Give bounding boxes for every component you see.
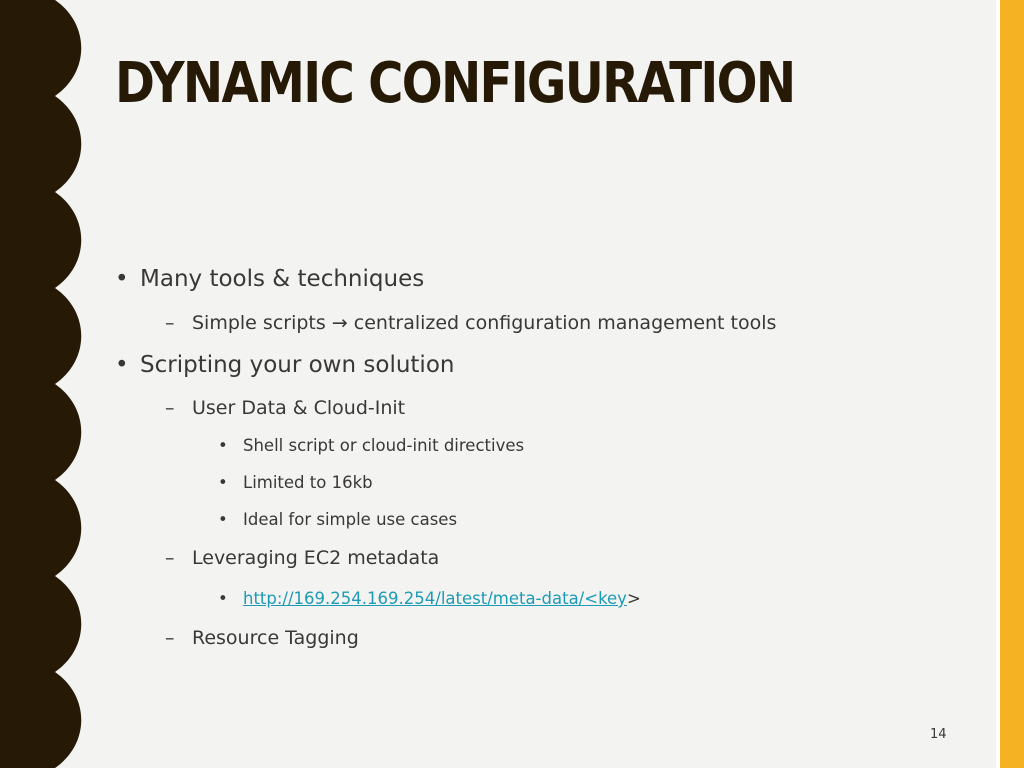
bullet-marker: • bbox=[115, 266, 129, 292]
list-item-text: Resource Tagging bbox=[192, 627, 359, 649]
slide-title: DYNAMIC CONFIGURATION bbox=[115, 51, 795, 116]
list-item-text: Leveraging EC2 metadata bbox=[192, 547, 440, 569]
url-suffix: > bbox=[626, 589, 641, 608]
metadata-url-link[interactable]: http://169.254.169.254/latest/meta-data/<key bbox=[243, 589, 627, 608]
right-accent-bar bbox=[1000, 0, 1024, 768]
dash-marker: – bbox=[165, 627, 175, 649]
list-item-text: User Data & Cloud-Init bbox=[192, 397, 406, 419]
bullet-marker: • bbox=[115, 352, 129, 378]
wavy-sidebar-decoration bbox=[0, 0, 90, 768]
list-item-text: Ideal for simple use cases bbox=[243, 510, 458, 529]
bullet-marker: • bbox=[218, 510, 228, 529]
list-item-text: Shell script or cloud-init directives bbox=[243, 436, 525, 455]
dash-marker: – bbox=[165, 397, 175, 419]
bullet-marker: • bbox=[218, 589, 228, 608]
bullet-marker: • bbox=[218, 473, 228, 492]
list-item-text: Simple scripts → centralized configuration management tools bbox=[192, 312, 777, 334]
list-item-text bbox=[243, 588, 641, 610]
list-item-text: Many tools & techniques bbox=[140, 266, 425, 292]
dash-marker: – bbox=[165, 547, 175, 569]
list-item-text: Scripting your own solution bbox=[140, 352, 455, 378]
page-number: 14 bbox=[930, 727, 947, 742]
bullet-marker: • bbox=[218, 436, 228, 455]
list-item-text: Limited to 16kb bbox=[243, 473, 373, 492]
dash-marker: – bbox=[165, 312, 175, 334]
